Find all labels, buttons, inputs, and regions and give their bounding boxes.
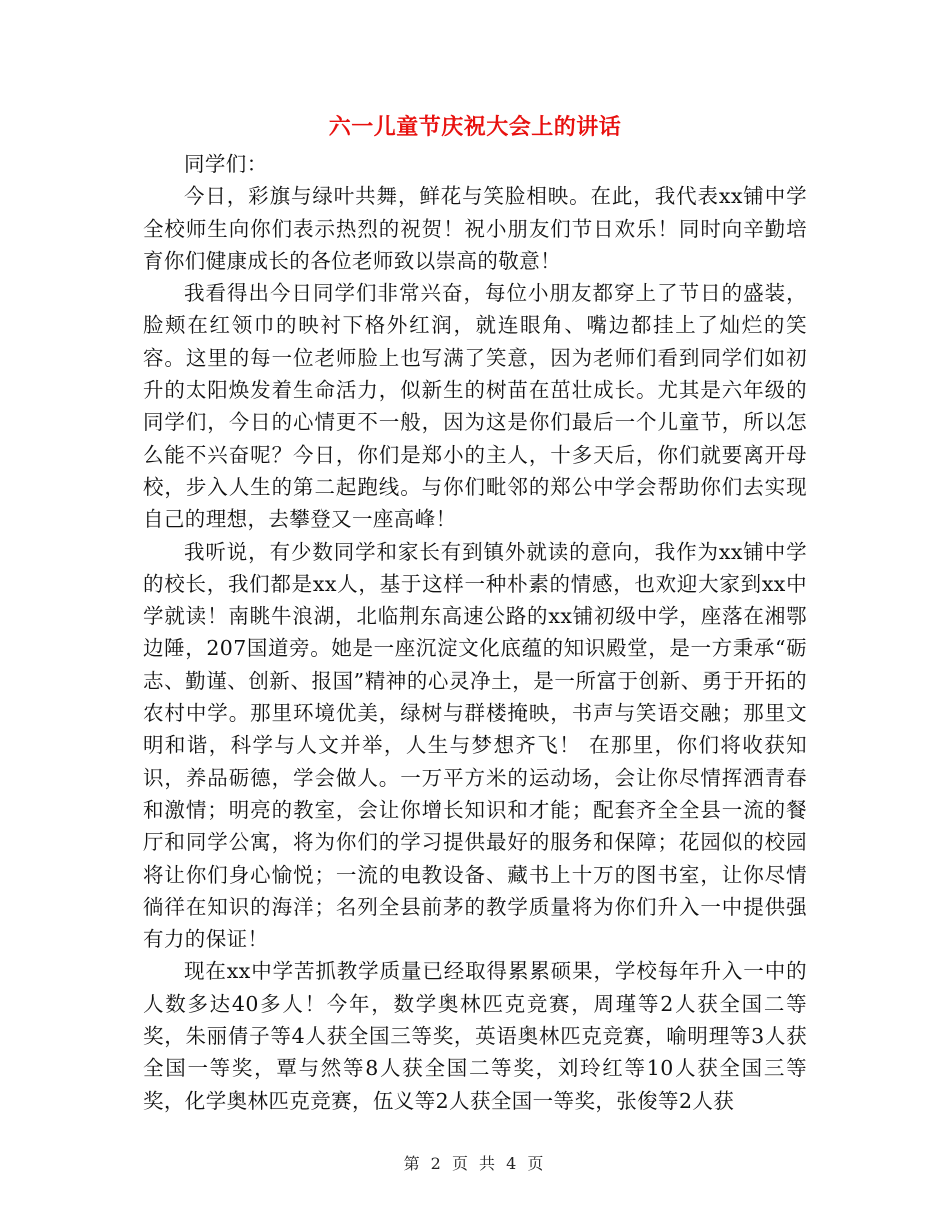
paragraph-1: 今日，彩旗与绿叶共舞，鲜花与笑脸相映。在此，我代表xx铺中学全校师生向你们表示热烈的祝贺！祝小朋友们节日欢乐！同时向辛勤培育你们健康成长的各位老师致以崇高的敬意！ bbox=[143, 184, 807, 273]
salutation: 同学们： bbox=[184, 152, 268, 176]
document-body bbox=[143, 148, 807, 1117]
paragraph-4: 现在xx中学苦抓教学质量已经取得累累硕果，学校每年升入一中的人数多达40多人！今年，数学奥林匹克竞赛，周瑾等2人获全国二等奖，朱丽倩子等4人获全国三等奖，英语奥林匹克竞赛，喻明理等3人获全国一等奖，覃与然等8人获全国二等奖，刘玲红等10人获全国三等奖，化学奥林匹克竞赛，伍义等2人获全国一等奖，张俊等2人获 bbox=[143, 959, 807, 1113]
paragraph-3: 我听说，有少数同学和家长有到镇外就读的意向，我作为xx铺中学的校长，我们都是xx人，基于这样一种朴素的情感，也欢迎大家到xx中学就读！南眺牛浪湖，北临荆东高速公路的xx铺初级中学，座落在湘鄂边陲，207国道旁。她是一座沉淀文化底蕴的知识殿堂，是一方秉承“砺志、勤谨、创新、报国”精神的心灵净土，是一所富于创新、勇于开拓的农村中学。那里环境优美，绿树与群楼掩映，书声与笑语交融；那里文明和谐，科学与人文并举，人生与梦想齐飞！ 在那里，你们将收获知识，养品砺德，学会做人。一万平方米的运动场，会让你尽情挥洒青春和激情；明亮的教室，会让你增长知识和才能；配套齐全全县一流的餐厅和同学公寓，将为你们的学习提供最好的服务和保障；花园似的校园将让你们身心愉悦；一流的电教设备、藏书上十万的图书室，让你尽情徜徉在知识的海洋；名列全县前茅的教学质量将为你们升入一中提供强有力的保证！ bbox=[143, 539, 807, 952]
document-title: 六一儿童节庆祝大会上的讲话 bbox=[328, 114, 622, 140]
page-number-footer: 第 2 页 共 4 页 bbox=[403, 1154, 547, 1173]
paragraph-2: 我看得出今日同学们非常兴奋，每位小朋友都穿上了节日的盛装，脸颊在红领巾的映衬下格外红润，就连眼角、嘴边都挂上了灿烂的笑容。这里的每一位老师脸上也写满了笑意，因为老师们看到同学们如初升的太阳焕发着生命活力，似新生的树苗在茁壮成长。尤其是六年级的同学们，今日的心情更不一般，因为这是你们最后一个儿童节，所以怎么能不兴奋呢？今日，你们是郑小的主人，十多天后，你们就要离开母校，步入人生的第二起跑线。与你们毗邻的郑公中学会帮助你们去实现自己的理想，去攀登又一座高峰！ bbox=[143, 281, 807, 532]
